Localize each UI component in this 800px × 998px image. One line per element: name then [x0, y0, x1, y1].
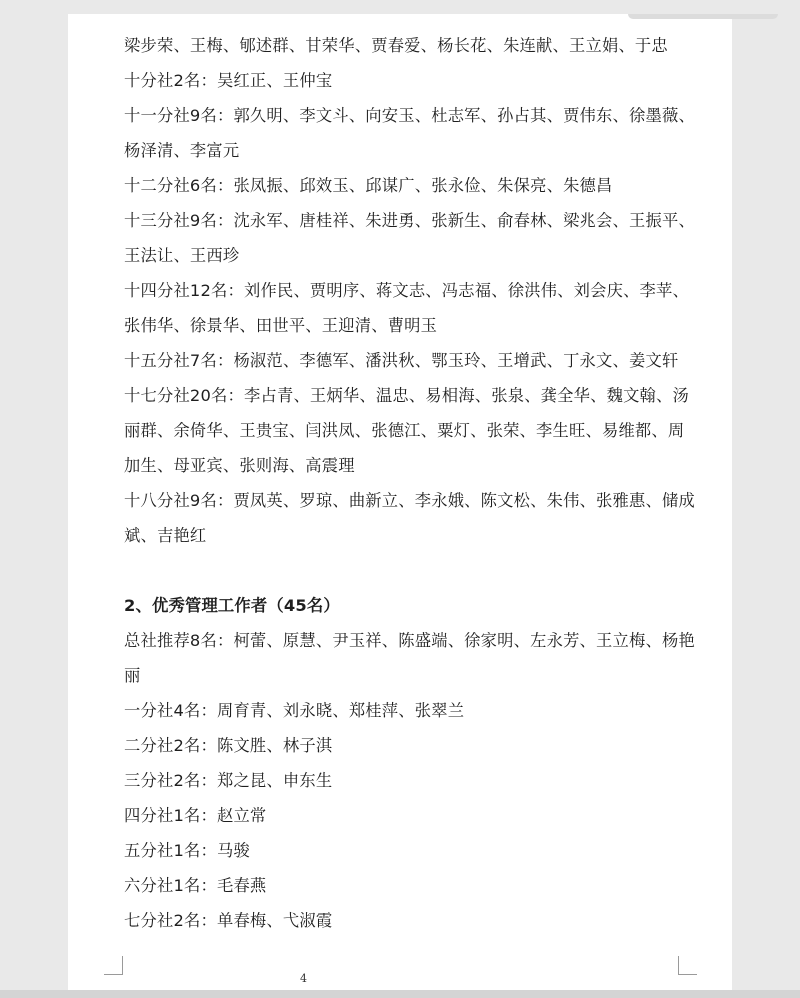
text-line: 十三分社9名：沈永军、唐桂祥、朱进勇、张新生、俞春林、梁兆会、王振平、 [124, 211, 695, 230]
text-line: 梁步荣、王梅、郇述群、甘荣华、贾春爱、杨长花、朱连献、王立娟、于忠 [124, 36, 668, 55]
section-heading: 2、优秀管理工作者（45名） [124, 596, 340, 615]
text-line: 十四分社12名：刘作民、贾明序、蒋文志、冯志福、徐洪伟、刘会庆、李苹、 [124, 281, 690, 300]
margin-corner-mark-right [678, 956, 697, 975]
scroll-gutter [0, 990, 800, 998]
text-line: 二分社2名：陈文胜、林子淇 [124, 736, 333, 755]
document-page [68, 14, 732, 998]
text-line: 加生、母亚宾、张则海、高震理 [124, 456, 355, 475]
text-line: 一分社4名：周育青、刘永晓、郑桂萍、张翠兰 [124, 701, 465, 720]
page-number: 4 [300, 972, 307, 985]
text-line: 十五分社7名：杨淑范、李德军、潘洪秋、鄂玉玲、王增武、丁永文、姜文轩 [124, 351, 679, 370]
text-line: 十二分社6名：张凤振、邱效玉、邱谋广、张永俭、朱保亮、朱德昌 [124, 176, 613, 195]
text-line: 六分社1名：毛春燕 [124, 876, 267, 895]
text-line: 十一分社9名：郭久明、李文斗、向安玉、杜志军、孙占其、贾伟东、徐墨薇、 [124, 106, 695, 125]
text-line: 十分社2名：吴红正、王仲宝 [124, 71, 333, 90]
margin-corner-mark-left [104, 956, 123, 975]
text-line: 丽群、余倚华、王贵宝、闫洪凤、张德江、粟灯、张荣、李生旺、易维都、周 [124, 421, 685, 440]
text-line: 七分社2名：单春梅、弋淑霞 [124, 911, 333, 930]
text-line: 张伟华、徐景华、田世平、王迎清、曹明玉 [124, 316, 438, 335]
text-line: 三分社2名：郑之昆、申东生 [124, 771, 333, 790]
text-line: 斌、吉艳红 [124, 526, 207, 545]
text-line: 丽 [124, 666, 141, 685]
text-line: 王法让、王西珍 [124, 246, 240, 265]
text-line: 十八分社9名：贾凤英、罗琼、曲新立、李永娥、陈文松、朱伟、张雅惠、储成 [124, 491, 695, 510]
toolbar-shadow [628, 14, 778, 19]
text-line: 五分社1名：马骏 [124, 841, 250, 860]
text-line: 总社推荐8名：柯蕾、原慧、尹玉祥、陈盛端、徐家明、左永芳、王立梅、杨艳 [124, 631, 695, 650]
text-line: 四分社1名：赵立常 [124, 806, 267, 825]
text-line: 杨泽清、李富元 [124, 141, 240, 160]
text-line: 十七分社20名：李占青、王炳华、温忠、易相海、张泉、龚全华、魏文翰、汤 [124, 386, 690, 405]
